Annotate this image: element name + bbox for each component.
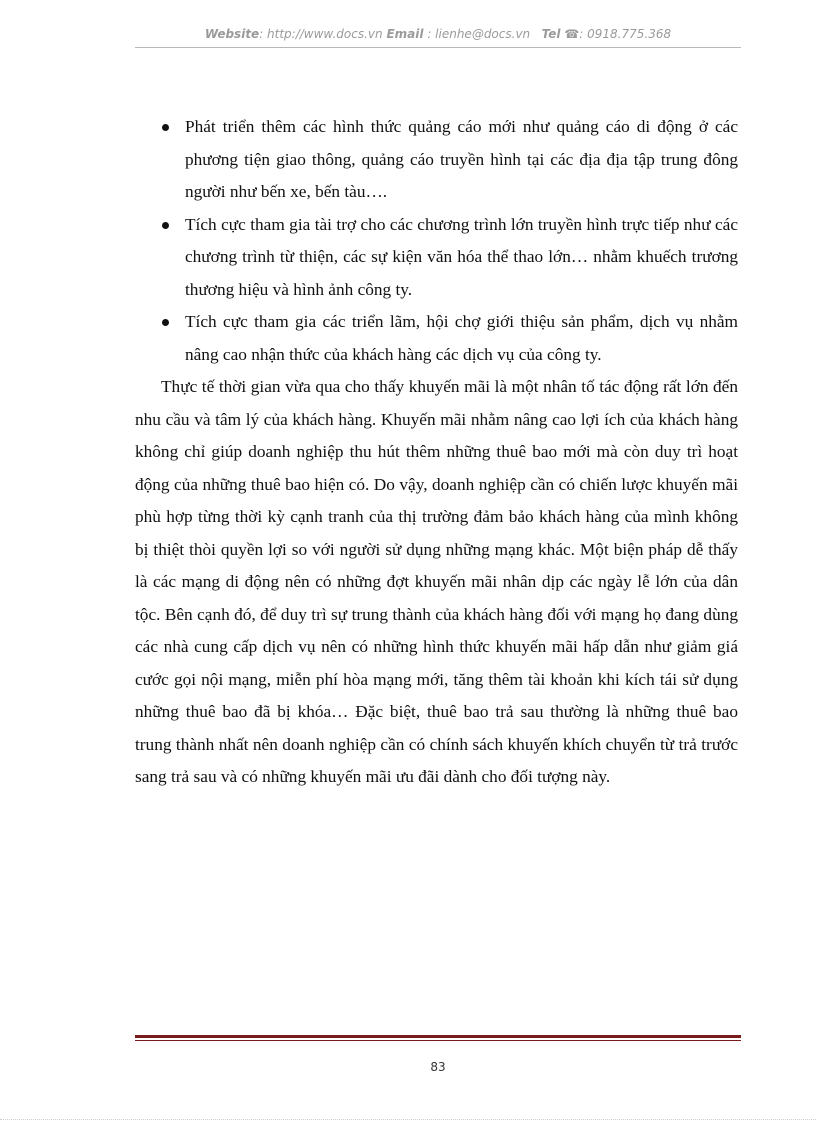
email-value: : lienhe@docs.vn: [423, 27, 531, 41]
footer-divider-thick: [135, 1035, 741, 1038]
phone-icon: ☎: [564, 27, 580, 41]
website-label: Website: [204, 27, 260, 41]
list-item: [135, 111, 738, 209]
page-header: [135, 27, 741, 41]
email-label: Email: [386, 27, 424, 41]
document-body: [135, 111, 738, 794]
bullet-text: Tích cực tham gia tài trợ cho các chương trình lớn truyền hình trực tiếp như các chương trình từ thiện, các sự kiện văn hóa thể thao lớn… nhằm khuếch trương thương hiệu và hình ảnh công ty.: [185, 214, 738, 299]
website-value: : http://www.docs.vn: [259, 27, 383, 41]
page-number: 83: [430, 1060, 446, 1074]
list-item: [135, 209, 738, 307]
header-divider: [135, 47, 741, 48]
list-item: [135, 306, 738, 371]
bullet-text: Phát triển thêm các hình thức quảng cáo mới như quảng cáo di động ở các phương tiện giao thông, quảng cáo truyền hình tại các địa địa tập trung đông người như bến xe, bến tàu….: [185, 117, 738, 201]
body-paragraph: Thực tế thời gian vừa qua cho thấy khuyến mãi là một nhân tố tác động rất lớn đến nhu cầu và tâm lý của khách hàng. Khuyến mãi nhằm nâng cao lợi ích của khách hàng không chỉ giúp doanh nghiệp thu hút thêm những thuê bao mới mà còn duy trì hoạt động của những thuê bao hiện có. Do vậy, doanh nghiệp cần có chiến lược khuyến mãi phù hợp từng thời kỳ cạnh tranh của thị trường đảm bảo khách hàng của mình không bị thiệt thòi quyền lợi so với người sử dụng những mạng khác. Một biện pháp dễ thấy là các mạng di động nên có những đợt khuyến mãi nhân dịp các ngày lễ lớn của dân tộc. Bên cạnh đó, để duy trì sự trung thành của khách hàng đối với mạng họ đang dùng các nhà cung cấp dịch vụ nên có những hình thức khuyến mãi hấp dẫn như giảm giá cước gọi nội mạng, miễn phí hòa mạng mới, tăng thêm tài khoản khi kích tái sử dụng những thuê bao đã bị khóa… Đặc biệt, thuê bao trả sau thường là những thuê bao trung thành nhất nên doanh nghiệp cần có chính sách khuyến khích chuyển từ trả trước sang trả sau và có những khuyến mãi ưu đãi dành cho đối tượng này.: [135, 377, 738, 786]
bullet-icon: [162, 124, 169, 131]
tel-value: : 0918.775.368: [579, 27, 672, 41]
footer-divider: [135, 1035, 741, 1041]
bullet-icon: [162, 319, 169, 326]
bullet-list: [135, 111, 738, 371]
tel-label: Tel: [541, 27, 561, 41]
page-bottom-border: [0, 1119, 816, 1120]
bullet-icon: [162, 222, 169, 229]
bullet-text: Tích cực tham gia các triển lãm, hội chợ giới thiệu sản phẩm, dịch vụ nhằm nâng cao nhận thức của khách hàng các dịch vụ của công ty.: [185, 312, 738, 364]
footer-divider-thin: [135, 1040, 741, 1041]
